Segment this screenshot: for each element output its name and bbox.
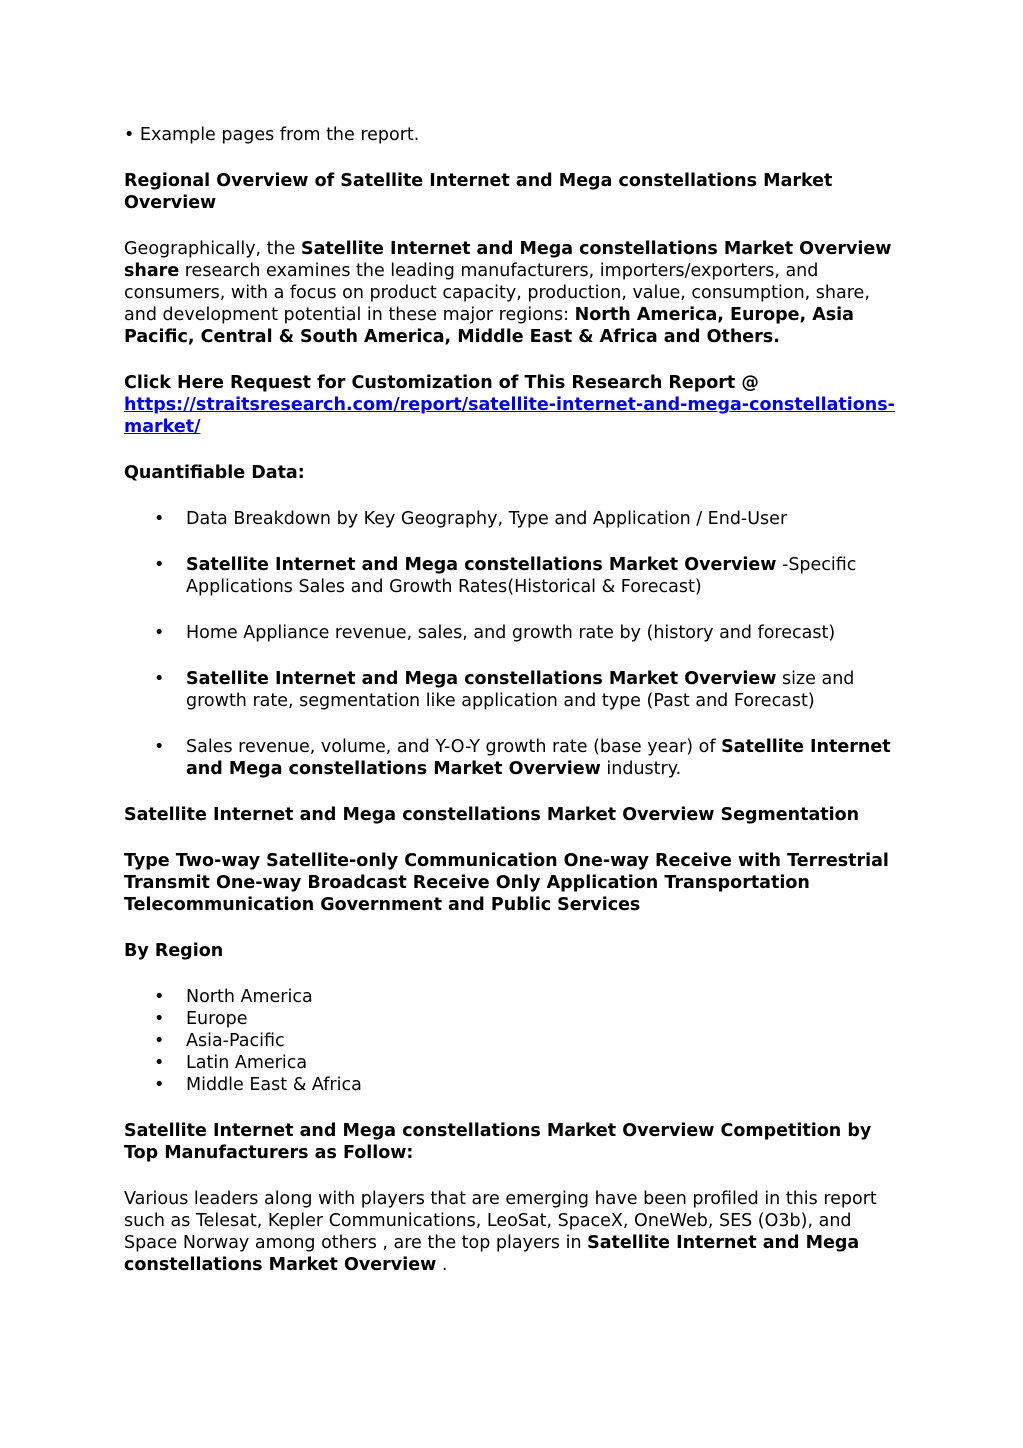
- bullet-icon: •: [154, 669, 165, 689]
- list-item: • Middle East & Africa: [154, 1075, 362, 1095]
- regional-heading: Regional Overview of Satellite Internet and Mega constellations Market Overview: [124, 171, 833, 213]
- bullet-icon: •: [154, 1009, 165, 1029]
- customization-request: [124, 372, 899, 438]
- segmentation-types: Type Two-way Satellite-only Communication One-way Receive with Terrestrial Transmit One-way Broadcast Receive Only Application Transportation Telecommunication Government and Public Services: [124, 851, 889, 915]
- bullet-icon: •: [154, 1053, 165, 1073]
- report-link[interactable]: https://straitsresearch.com/report/satellite-internet-and-mega-constellations-market/: [124, 395, 895, 437]
- intro-bullet: •: [124, 125, 135, 145]
- regional-paragraph: Geographically, the Satellite Internet and Mega constellations Market Overview share research examines the leading manufacturers, importers/exporters, and consumers, with a focus on product capacity, production, value, consumption, share, and development potential in these major regions: North America, Europe, Asia Pacific, Central & South America, Middle East & Africa and Others.: [124, 239, 892, 347]
- bullet-icon: •: [154, 1031, 165, 1051]
- intro-line: [124, 124, 899, 146]
- list-item: • Latin America: [154, 1053, 308, 1073]
- bullet-icon: •: [154, 555, 165, 575]
- intro-text: Example pages from the report.: [139, 125, 420, 145]
- competition-paragraph: Various leaders along with players that are emerging have been profiled in this report such as Telesat, Kepler Communications, LeoSat, SpaceX, OneWeb, SES (O3b), and Space Norway among others , are the top players in Satellite Internet and Mega constellations Market Overview .: [124, 1189, 877, 1275]
- region-heading: By Region: [124, 941, 224, 961]
- bullet-icon: •: [154, 1075, 165, 1095]
- customization-label: Click Here Request for Customization of This Research Report @: [124, 373, 759, 393]
- region-list: [124, 986, 899, 1096]
- list-item: • Asia-Pacific: [154, 1031, 285, 1051]
- quantifiable-heading: Quantifiable Data:: [124, 463, 305, 483]
- competition-heading: Satellite Internet and Mega constellations Market Overview Competition by Top Manufacturers as Follow:: [124, 1121, 872, 1163]
- segmentation-heading: Satellite Internet and Mega constellations Market Overview Segmentation: [124, 805, 860, 825]
- list-item: • Europe: [154, 1009, 248, 1029]
- document-page: [124, 124, 899, 1300]
- list-item: • Satellite Internet and Mega constellations Market Overview -Specific Applications Sales and Growth Rates(Historical & Forecast): [154, 555, 857, 597]
- list-item: • Data Breakdown by Key Geography, Type and Application / End-User: [154, 509, 788, 529]
- list-item: • North America: [154, 987, 313, 1007]
- list-item: • Sales revenue, volume, and Y-O-Y growth rate (base year) of Satellite Internet and Mega constellations Market Overview industry.: [154, 737, 891, 779]
- bullet-icon: •: [154, 987, 165, 1007]
- bullet-icon: •: [154, 509, 165, 529]
- list-item: • Satellite Internet and Mega constellations Market Overview size and growth rate, segmentation like application and type (Past and Forecast): [154, 669, 855, 711]
- list-item: • Home Appliance revenue, sales, and growth rate by (history and forecast): [154, 623, 836, 643]
- quantifiable-list: [124, 508, 899, 780]
- bullet-icon: •: [154, 623, 165, 643]
- bullet-icon: •: [154, 737, 165, 757]
